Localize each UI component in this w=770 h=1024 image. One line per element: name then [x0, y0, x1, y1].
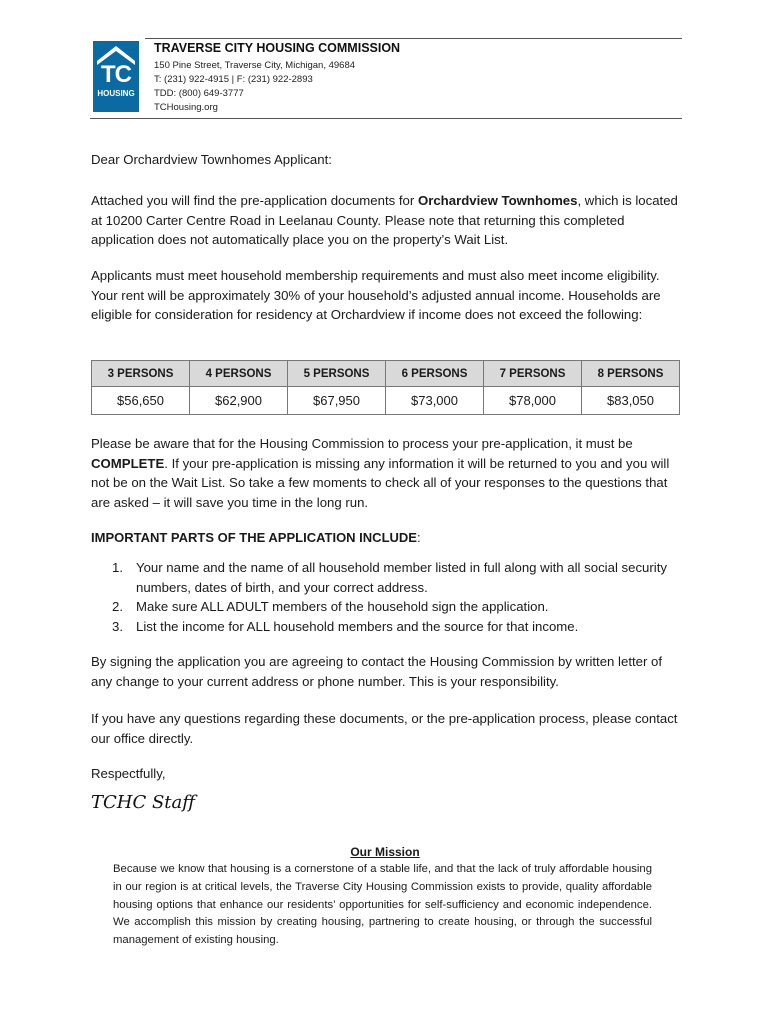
parts-heading [91, 530, 421, 545]
table-header-cell: 8 PERSONS [582, 361, 680, 387]
list-item [91, 558, 683, 597]
table-header-row [92, 361, 680, 387]
list-item-text: List the income for ALL household members and the source for that income. [136, 618, 579, 634]
letterhead [90, 38, 682, 118]
organization-name: TRAVERSE CITY HOUSING COMMISSION [154, 41, 401, 55]
parts-heading-colon: : [416, 530, 421, 545]
list-number: 2. [112, 599, 123, 614]
logo-tc-text: TC [101, 61, 131, 88]
mission-title: Our Mission [350, 845, 420, 859]
paragraph-attachment [91, 191, 683, 250]
paragraph-questions: If you have any questions regarding these documents, or the pre-application process, please contact our office directly. [91, 711, 678, 746]
para3-text-end: . If your pre-application is missing any information it will be returned to you and you will not be on the Wait List. So take a few moments to check all of your responses to the questions that are asked – it will save you time in the long run. [91, 455, 670, 510]
list-item-text: Your name and the name of all household member listed in full along with all social security numbers, dates of birth, and your correct address. [136, 560, 667, 595]
org-address: 150 Pine Street, Traverse City, Michigan, 49684 [154, 60, 356, 71]
complete-emphasis: COMPLETE [91, 455, 165, 471]
list-item [91, 597, 683, 617]
paragraph-complete-notice [91, 434, 683, 512]
table-header-cell: 5 PERSONS [288, 361, 386, 387]
tc-housing-logo [93, 41, 139, 112]
table-cell: $62,900 [190, 387, 288, 415]
application-parts-list [91, 558, 683, 636]
table-header-cell: 3 PERSONS [92, 361, 190, 387]
table-cell: $78,000 [484, 387, 582, 415]
org-phone-fax: T: (231) 922-4915 | F: (231) 922-2893 [154, 74, 313, 85]
list-number: 3. [112, 618, 123, 634]
table-header-cell: 6 PERSONS [386, 361, 484, 387]
paragraph-signing: By signing the application you are agreeing to contact the Housing Commission by written letter of any change to your current address or phone number. This is your responsibility. [91, 654, 663, 689]
para1-text-end: , which is located at 10200 Carter Centre Road in Leelanau County. Please note that returning this completed application does not automatically place you on the property’s Wait List. [91, 193, 678, 247]
property-name: Orchardview Townhomes [417, 193, 578, 208]
list-item [91, 617, 683, 637]
table-cell: $56,650 [92, 387, 190, 415]
list-item-text: Make sure ALL ADULT members of the household sign the application. [136, 599, 549, 614]
salutation: Dear Orchardview Townhomes Applicant: [91, 152, 332, 167]
mission-statement: Because we know that housing is a cornerstone of a stable life, and that the lack of truly affordable housing in our region is at critical levels, the Traverse City Housing Commission exists to provide, quality affordable housing options that enhance our residents’ opportunities for self-sufficiency and economic independence. We accomplish this mission by creating housing, partnering to create housing, or through the successful management of existing housing. [113, 863, 652, 947]
table-header-cell: 4 PERSONS [190, 361, 288, 387]
letterhead-top-rule [145, 38, 682, 39]
parts-heading-text: IMPORTANT PARTS OF THE APPLICATION INCLUDE [91, 530, 417, 545]
para1-text: Attached you will find the pre-application documents for [91, 193, 418, 208]
table-row [92, 387, 680, 415]
table-cell: $67,950 [288, 387, 386, 415]
letterhead-bottom-rule [90, 118, 682, 119]
table-cell: $73,000 [386, 387, 484, 415]
org-tdd: TDD: (800) 649-3777 [154, 88, 244, 99]
income-limits-table [91, 360, 680, 415]
paragraph-eligibility: Applicants must meet household membership requirements and must also meet income eligibility. Your rent will be approximately 30% of your household’s adjusted annual income. Households are eligible for consideration for residency at Orchardview if income does not exceed the following: [91, 268, 661, 322]
list-number: 1. [112, 560, 123, 575]
table-header-cell: 7 PERSONS [484, 361, 582, 387]
para3-text: Please be aware that for the Housing Commission to process your pre-application, it must be [91, 436, 633, 451]
org-website: TCHousing.org [154, 102, 218, 113]
closing: Respectfully, [91, 766, 166, 781]
signature: TCHC Staff [91, 792, 196, 813]
table-cell: $83,050 [582, 387, 680, 415]
logo-housing-text: HOUSING [97, 89, 135, 98]
